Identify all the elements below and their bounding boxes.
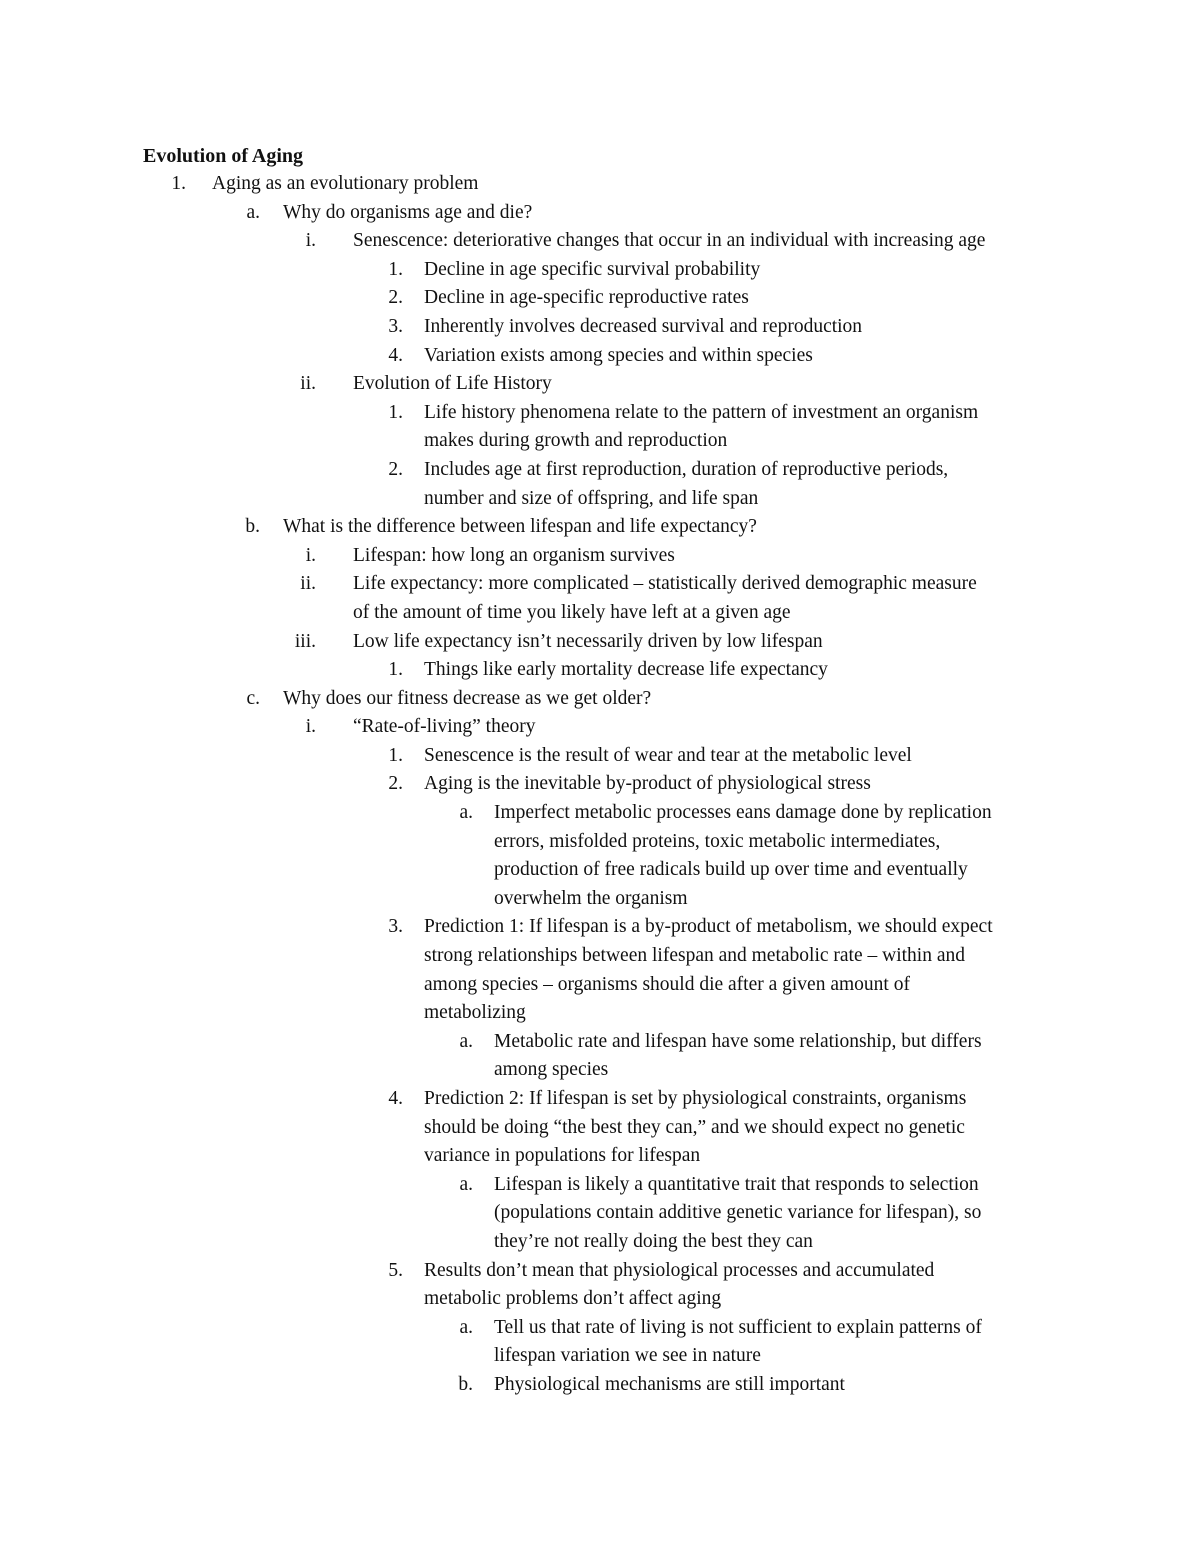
outline-item-line: [0, 656, 1200, 685]
outline-item-line: [0, 456, 1200, 485]
list-item-text: What is the difference between lifespan and life expectancy?: [283, 516, 757, 538]
list-marker: a.: [246, 201, 260, 223]
list-item-text: variance in populations for lifespan: [424, 1145, 701, 1167]
list-item-text: they’re not really doing the best they can: [494, 1230, 813, 1252]
outline-item-line: [0, 1199, 1200, 1228]
list-item-text: Variation exists among species and within species: [424, 344, 813, 366]
list-marker: i.: [305, 716, 316, 738]
list-marker: i.: [305, 544, 316, 566]
outline-item-line: [0, 799, 1200, 828]
list-item-text: number and size of offspring, and life span: [424, 487, 759, 509]
list-item-text: metabolizing: [424, 1002, 526, 1024]
list-item-text: Prediction 2: If lifespan is set by physiological constraints, organisms: [424, 1088, 967, 1109]
list-marker: 5.: [388, 1259, 403, 1281]
list-item-text: among species: [494, 1059, 609, 1081]
list-item-text: Why do organisms age and die?: [283, 201, 533, 223]
list-item-text: Aging as an evolutionary problem: [212, 173, 479, 194]
outline-item-line: [0, 342, 1200, 371]
outline-item-line: [0, 1285, 1200, 1314]
outline-item-line: [0, 1257, 1200, 1286]
list-marker: 1.: [388, 401, 403, 423]
outline-list: [0, 170, 1200, 1400]
list-marker: a.: [459, 802, 473, 824]
list-marker: a.: [459, 1030, 473, 1052]
list-item-text: Imperfect metabolic processes eans damage done by replication: [494, 802, 992, 824]
outline-item-line: [0, 256, 1200, 285]
outline-item-line: [0, 942, 1200, 971]
outline-item-line: [0, 427, 1200, 456]
list-item-text: Metabolic rate and lifespan have some relationship, but differs: [494, 1030, 982, 1052]
outline-item-line: [0, 828, 1200, 857]
list-item-text: lifespan variation we see in nature: [494, 1345, 761, 1367]
list-marker: 3.: [388, 315, 403, 337]
outline-item-line: [0, 999, 1200, 1028]
outline-item-line: [0, 570, 1200, 599]
list-marker: 1.: [388, 744, 403, 766]
outline-item-line: [0, 913, 1200, 942]
list-item-text: Low life expectancy isn’t necessarily driven by low lifespan: [353, 630, 823, 652]
outline-item-line: [0, 628, 1200, 657]
list-marker: 2.: [388, 287, 403, 309]
list-item-text: Life expectancy: more complicated – statistically derived demographic measure: [353, 573, 977, 595]
list-item-text: Lifespan is likely a quantitative trait that responds to selection: [494, 1173, 979, 1195]
list-marker: ii.: [300, 573, 316, 595]
outline-item-line: [0, 399, 1200, 428]
outline-item-line: [0, 370, 1200, 399]
list-item-text: Inherently involves decreased survival and reproduction: [424, 315, 863, 337]
list-item-text: among species – organisms should die after a given amount of: [424, 973, 910, 995]
list-marker: 3.: [388, 916, 403, 938]
outline-item-line: [0, 856, 1200, 885]
list-item-text: metabolic problems don’t affect aging: [424, 1288, 722, 1310]
outline-item-line: [0, 542, 1200, 571]
outline-item-line: [0, 284, 1200, 313]
outline-item-line: [0, 599, 1200, 628]
outline-item-line: [0, 1371, 1200, 1400]
list-item-text: strong relationships between lifespan and metabolic rate – within and: [424, 945, 965, 967]
outline-item-line: [0, 1142, 1200, 1171]
outline-item-line: [0, 199, 1200, 228]
outline-item-line: [0, 485, 1200, 514]
list-item-text: “Rate-of-living” theory: [353, 716, 536, 738]
list-item-text: Decline in age-specific reproductive rates: [424, 287, 749, 309]
outline-item-line: [0, 885, 1200, 914]
list-item-text: Results don’t mean that physiological processes and accumulated: [424, 1259, 935, 1281]
outline-item-line: [0, 227, 1200, 256]
list-item-text: Decline in age specific survival probability: [424, 258, 761, 280]
outline-item-line: [0, 685, 1200, 714]
list-item-text: production of free radicals build up over time and eventually: [494, 859, 968, 881]
list-marker: i.: [305, 230, 316, 252]
list-marker: 1.: [388, 258, 403, 280]
list-marker: iii.: [294, 630, 316, 652]
outline-item-line: [0, 713, 1200, 742]
list-marker: a.: [459, 1316, 473, 1338]
list-item-text: Aging is the inevitable by-product of physiological stress: [424, 773, 871, 795]
list-item-text: Tell us that rate of living is not sufficient to explain patterns of: [494, 1316, 982, 1338]
list-item-text: Life history phenomena relate to the pattern of investment an organism: [424, 401, 979, 423]
list-marker: 4.: [388, 1088, 403, 1109]
outline-item-line: [0, 1314, 1200, 1343]
list-marker: 2.: [388, 458, 403, 480]
list-marker: 1.: [171, 173, 186, 194]
outline-item-line: [0, 170, 1200, 199]
list-item-text: overwhelm the organism: [494, 887, 688, 909]
list-item-text: of the amount of time you likely have left at a given age: [353, 601, 791, 623]
list-item-text: Lifespan: how long an organism survives: [353, 544, 675, 566]
outline-item-line: [0, 971, 1200, 1000]
list-item-text: errors, misfolded proteins, toxic metabolic intermediates,: [494, 830, 941, 852]
outline-item-line: [0, 770, 1200, 799]
list-marker: 2.: [388, 773, 403, 795]
list-marker: ii.: [300, 373, 316, 395]
list-item-text: (populations contain additive genetic variance for lifespan), so: [494, 1202, 982, 1224]
outline-item-line: [0, 1228, 1200, 1257]
document-title: Evolution of Aging: [143, 145, 304, 167]
outline-item-line: [0, 513, 1200, 542]
outline-item-line: [0, 1114, 1200, 1143]
outline-item-line: [0, 742, 1200, 771]
list-item-text: Prediction 1: If lifespan is a by-product of metabolism, we should expect: [424, 916, 993, 938]
list-marker: b.: [458, 1373, 473, 1395]
list-item-text: Things like early mortality decrease life expectancy: [424, 659, 828, 681]
list-item-text: makes during growth and reproduction: [424, 430, 728, 452]
outline-item-line: [0, 1085, 1200, 1114]
list-marker: b.: [245, 516, 260, 538]
outline-item-line: [0, 1056, 1200, 1085]
outline-item-line: [0, 313, 1200, 342]
outline-item-line: [0, 1028, 1200, 1057]
list-item-text: Senescence: deteriorative changes that occur in an individual with increasing age: [353, 230, 986, 252]
list-item-text: Senescence is the result of wear and tear at the metabolic level: [424, 744, 912, 766]
list-item-text: Includes age at first reproduction, duration of reproductive periods,: [424, 458, 949, 480]
outline-item-line: [0, 1342, 1200, 1371]
list-marker: 1.: [388, 659, 403, 681]
list-item-text: should be doing “the best they can,” and we should expect no genetic: [424, 1116, 965, 1138]
list-item-text: Physiological mechanisms are still important: [494, 1373, 845, 1395]
outline-item-line: [0, 1171, 1200, 1200]
list-marker: 4.: [388, 344, 403, 366]
list-item-text: Why does our fitness decrease as we get older?: [283, 687, 652, 709]
list-marker: c.: [246, 687, 260, 709]
list-item-text: Evolution of Life History: [353, 373, 552, 395]
list-marker: a.: [459, 1173, 473, 1195]
